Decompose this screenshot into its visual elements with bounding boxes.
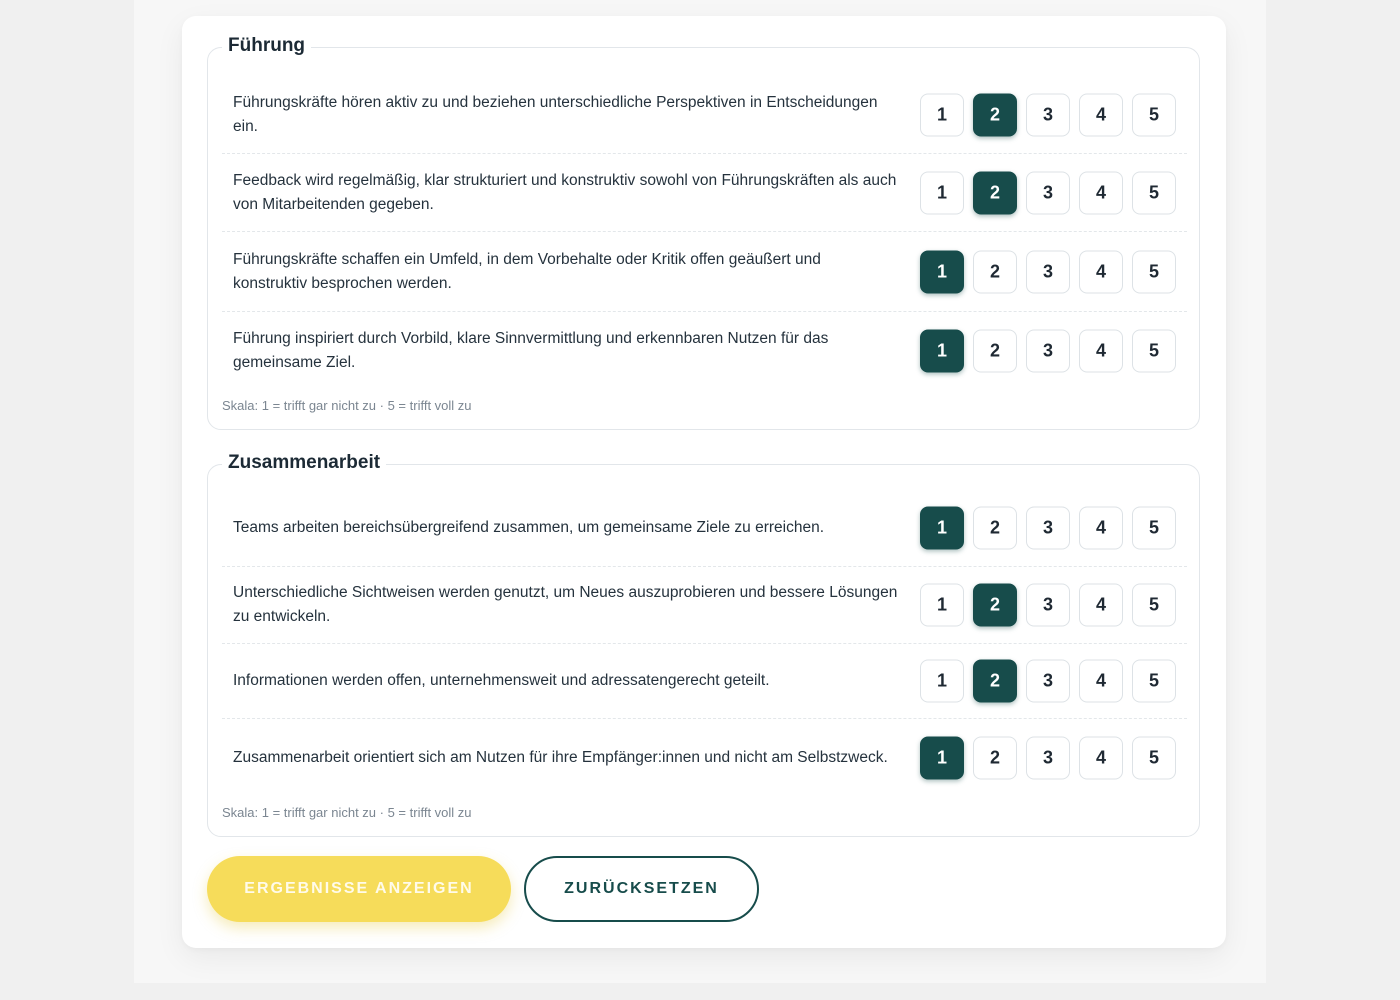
rating-scale [920,584,1176,627]
rating-option-1[interactable]: 1 [920,250,964,293]
rating-option-4[interactable]: 4 [1079,584,1123,627]
rating-option-3[interactable]: 3 [1026,737,1070,780]
rating-option-3[interactable]: 3 [1026,93,1070,136]
reset-button[interactable]: ZURÜCKSETZEN [524,856,759,922]
question-row [222,489,1187,567]
question-row [222,719,1187,797]
rating-option-4[interactable]: 4 [1079,93,1123,136]
scale-hint: Skala: 1 = trifft gar nicht zu · 5 = trifft voll zu [222,398,472,413]
rating-option-1[interactable]: 1 [920,330,964,373]
question-text: Führungskräfte hören aktiv zu und beziehen unterschiedliche Perspektiven in Entscheidungen ein. [233,93,878,135]
rating-option-2[interactable]: 2 [973,506,1017,549]
question-text: Informationen werden offen, unternehmensweit und adressatengerecht geteilt. [233,672,770,689]
rating-option-4[interactable]: 4 [1079,506,1123,549]
question-row [222,644,1187,719]
rating-scale [920,93,1176,136]
question-row [222,154,1187,232]
rating-option-4[interactable]: 4 [1079,250,1123,293]
rating-scale [920,660,1176,703]
question-text: Zusammenarbeit orientiert sich am Nutzen für ihre Empfänger:innen und nicht am Selbstzweck. [233,749,888,766]
rating-option-1[interactable]: 1 [920,584,964,627]
rating-option-1[interactable]: 1 [920,506,964,549]
rating-option-2[interactable]: 2 [973,330,1017,373]
rating-option-2[interactable]: 2 [973,250,1017,293]
rating-option-5[interactable]: 5 [1132,506,1176,549]
rating-option-3[interactable]: 3 [1026,506,1070,549]
rating-option-3[interactable]: 3 [1026,250,1070,293]
rating-scale [920,506,1176,549]
question-text: Führung inspiriert durch Vorbild, klare Sinnvermittlung und erkennbaren Nutzen für das gemeinsame Ziel. [233,330,829,371]
rating-option-5[interactable]: 5 [1132,660,1176,703]
rating-option-1[interactable]: 1 [920,171,964,214]
rating-option-5[interactable]: 5 [1132,737,1176,780]
question-text: Teams arbeiten bereichsübergreifend zusammen, um gemeinsame Ziele zu erreichen. [233,518,825,536]
question-row [222,567,1187,644]
section-title: Zusammenarbeit [222,448,386,478]
question-row [222,76,1187,154]
show-results-button[interactable]: ERGEBNISSE ANZEIGEN [207,856,511,922]
rating-option-5[interactable]: 5 [1132,93,1176,136]
rating-option-2[interactable]: 2 [973,660,1017,703]
rating-option-4[interactable]: 4 [1079,737,1123,780]
rating-option-5[interactable]: 5 [1132,330,1176,373]
rating-option-3[interactable]: 3 [1026,660,1070,703]
rating-option-2[interactable]: 2 [973,171,1017,214]
rating-option-4[interactable]: 4 [1079,171,1123,214]
rating-scale [920,737,1176,780]
question-text: Unterschiedliche Sichtweisen werden genutzt, um Neues auszuprobieren und bessere Lösungen zu entwickeln. [233,584,898,625]
rating-option-2[interactable]: 2 [973,737,1017,780]
rating-option-5[interactable]: 5 [1132,250,1176,293]
rating-scale [920,330,1176,373]
rating-option-3[interactable]: 3 [1026,171,1070,214]
rating-option-3[interactable]: 3 [1026,330,1070,373]
section-fuehrung [207,35,1200,430]
rating-option-3[interactable]: 3 [1026,584,1070,627]
section-title: Führung [222,31,311,61]
rating-option-4[interactable]: 4 [1079,660,1123,703]
rating-option-4[interactable]: 4 [1079,330,1123,373]
rating-option-1[interactable]: 1 [920,737,964,780]
rating-scale [920,171,1176,214]
rating-option-2[interactable]: 2 [973,584,1017,627]
section-zusammenarbeit [207,452,1200,837]
rating-option-5[interactable]: 5 [1132,584,1176,627]
question-row [222,232,1187,312]
rating-option-5[interactable]: 5 [1132,171,1176,214]
question-row [222,312,1187,390]
rating-option-1[interactable]: 1 [920,660,964,703]
rating-scale [920,250,1176,293]
rating-option-1[interactable]: 1 [920,93,964,136]
question-text: Führungskräfte schaffen ein Umfeld, in dem Vorbehalte oder Kritik offen geäußert und konstruktiv besprochen werden. [233,250,821,292]
scale-hint: Skala: 1 = trifft gar nicht zu · 5 = trifft voll zu [222,805,472,820]
question-text: Feedback wird regelmäßig, klar strukturiert und konstruktiv sowohl von Führungskräften als auch von Mitarbeitenden gegeben. [233,171,897,213]
rating-option-2[interactable]: 2 [973,93,1017,136]
